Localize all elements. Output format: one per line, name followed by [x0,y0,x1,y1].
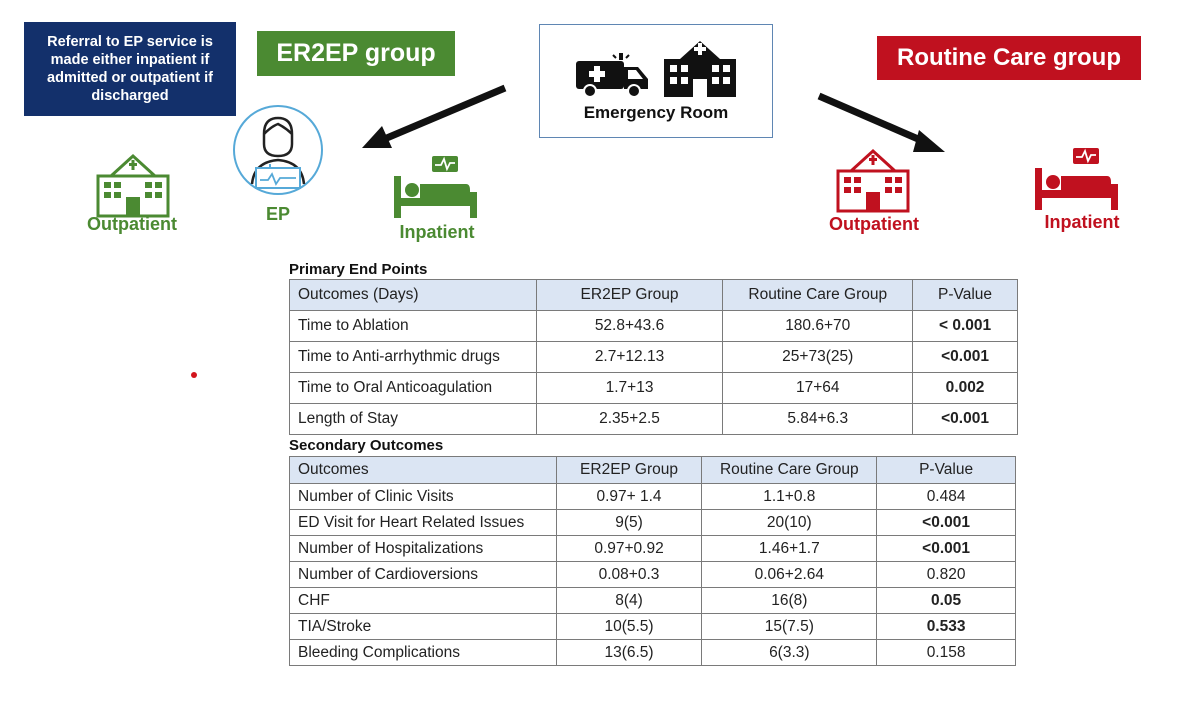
emergency-room-box [539,24,773,138]
cell-outcome: Length of Stay [290,404,537,435]
cell-routine-care-value: 1.1+0.8 [702,484,877,510]
cell-p-value: 0.158 [877,640,1016,666]
primary-header-row [290,280,1018,311]
cell-outcome: Number of Hospitalizations [290,536,557,562]
table-row [290,311,1018,342]
ep-doctor-icon [232,104,324,196]
cell-routine-care-value: 0.06+2.64 [702,562,877,588]
secondary-outcomes-title: Secondary Outcomes [289,437,444,454]
secondary-header-row [290,457,1016,484]
table-row [290,510,1016,536]
header-er2ep-group: ER2EP Group [556,457,702,484]
header-p-value: P-Value [877,457,1016,484]
cell-outcome: Bleeding Complications [290,640,557,666]
cell-er2ep-value: 9(5) [556,510,702,536]
header-outcomes: Outcomes (Days) [290,280,537,311]
header-routine-care-group: Routine Care Group [702,457,877,484]
table-row [290,614,1016,640]
header-outcomes: Outcomes [290,457,557,484]
ep-label: EP [265,204,290,224]
cell-p-value: <0.001 [913,404,1018,435]
cell-outcome: CHF [290,588,557,614]
cell-p-value: 0.820 [877,562,1016,588]
cell-er2ep-value: 0.08+0.3 [556,562,702,588]
cell-er2ep-value: 8(4) [556,588,702,614]
cell-outcome: Number of Cardioversions [290,562,557,588]
routine-care-group-title [877,36,1141,80]
cell-outcome: Time to Anti-arrhythmic drugs [290,342,537,373]
cell-p-value: <0.001 [877,536,1016,562]
table-row [290,562,1016,588]
cell-er2ep-value: 1.7+13 [536,373,723,404]
routine-inpatient-bed-icon [1033,146,1119,212]
cell-er2ep-value: 2.7+12.13 [536,342,723,373]
cell-routine-care-value: 6(3.3) [702,640,877,666]
table-row [290,640,1016,666]
cell-outcome: ED Visit for Heart Related Issues [290,510,557,536]
cell-routine-care-value: 15(7.5) [702,614,877,640]
primary-end-points-table [289,279,1018,435]
cell-routine-care-value: 20(10) [702,510,877,536]
cell-p-value: 0.533 [877,614,1016,640]
cell-p-value: 0.05 [877,588,1016,614]
er2ep-outpatient-hospital-icon [93,152,173,218]
cell-er2ep-value: 52.8+43.6 [536,311,723,342]
header-routine-care-group: Routine Care Group [723,280,913,311]
referral-note-text: Referral to EP service is made either inpatient if admitted or outpatient if discharged [47,34,213,104]
cell-er2ep-value: 10(5.5) [556,614,702,640]
table-row [290,536,1016,562]
cell-routine-care-value: 1.46+1.7 [702,536,877,562]
cell-outcome: Time to Ablation [290,311,537,342]
table-row [290,342,1018,373]
referral-note [24,22,236,116]
header-er2ep-group: ER2EP Group [536,280,723,311]
routine-outpatient-label: Outpatient [829,214,919,234]
er2ep-inpatient-bed-icon [392,154,478,220]
header-p-value: P-Value [913,280,1018,311]
cell-p-value: 0.484 [877,484,1016,510]
cell-er2ep-value: 13(6.5) [556,640,702,666]
cell-outcome: TIA/Stroke [290,614,557,640]
hospital-icon [660,35,740,99]
cell-routine-care-value: 17+64 [723,373,913,404]
red-dot-marker [191,372,197,378]
routine-inpatient-label: Inpatient [1044,212,1120,232]
cell-routine-care-value: 5.84+6.3 [723,404,913,435]
secondary-outcomes-table [289,456,1016,666]
cell-routine-care-value: 180.6+70 [723,311,913,342]
routine-care-group-label: Routine Care group [896,44,1121,71]
cell-er2ep-value: 0.97+ 1.4 [556,484,702,510]
emergency-room-label: Emergency Room [583,103,729,122]
table-row [290,588,1016,614]
cell-p-value: <0.001 [877,510,1016,536]
ambulance-icon [574,49,654,99]
cell-p-value: < 0.001 [913,311,1018,342]
table-row [290,404,1018,435]
table-row [290,373,1018,404]
primary-end-points-title: Primary End Points [289,261,428,278]
cell-er2ep-value: 0.97+0.92 [556,536,702,562]
routine-outpatient-hospital-icon [833,147,913,213]
arrow-to-er2ep [360,82,510,152]
cell-p-value: 0.002 [913,373,1018,404]
table-row [290,484,1016,510]
cell-routine-care-value: 25+73(25) [723,342,913,373]
er2ep-inpatient-label: Inpatient [399,222,475,242]
er2ep-group-label: ER2EP group [276,39,436,67]
cell-routine-care-value: 16(8) [702,588,877,614]
er2ep-outpatient-label: Outpatient [87,214,177,234]
cell-er2ep-value: 2.35+2.5 [536,404,723,435]
cell-p-value: <0.001 [913,342,1018,373]
er2ep-group-title [257,31,455,76]
cell-outcome: Time to Oral Anticoagulation [290,373,537,404]
cell-outcome: Number of Clinic Visits [290,484,557,510]
